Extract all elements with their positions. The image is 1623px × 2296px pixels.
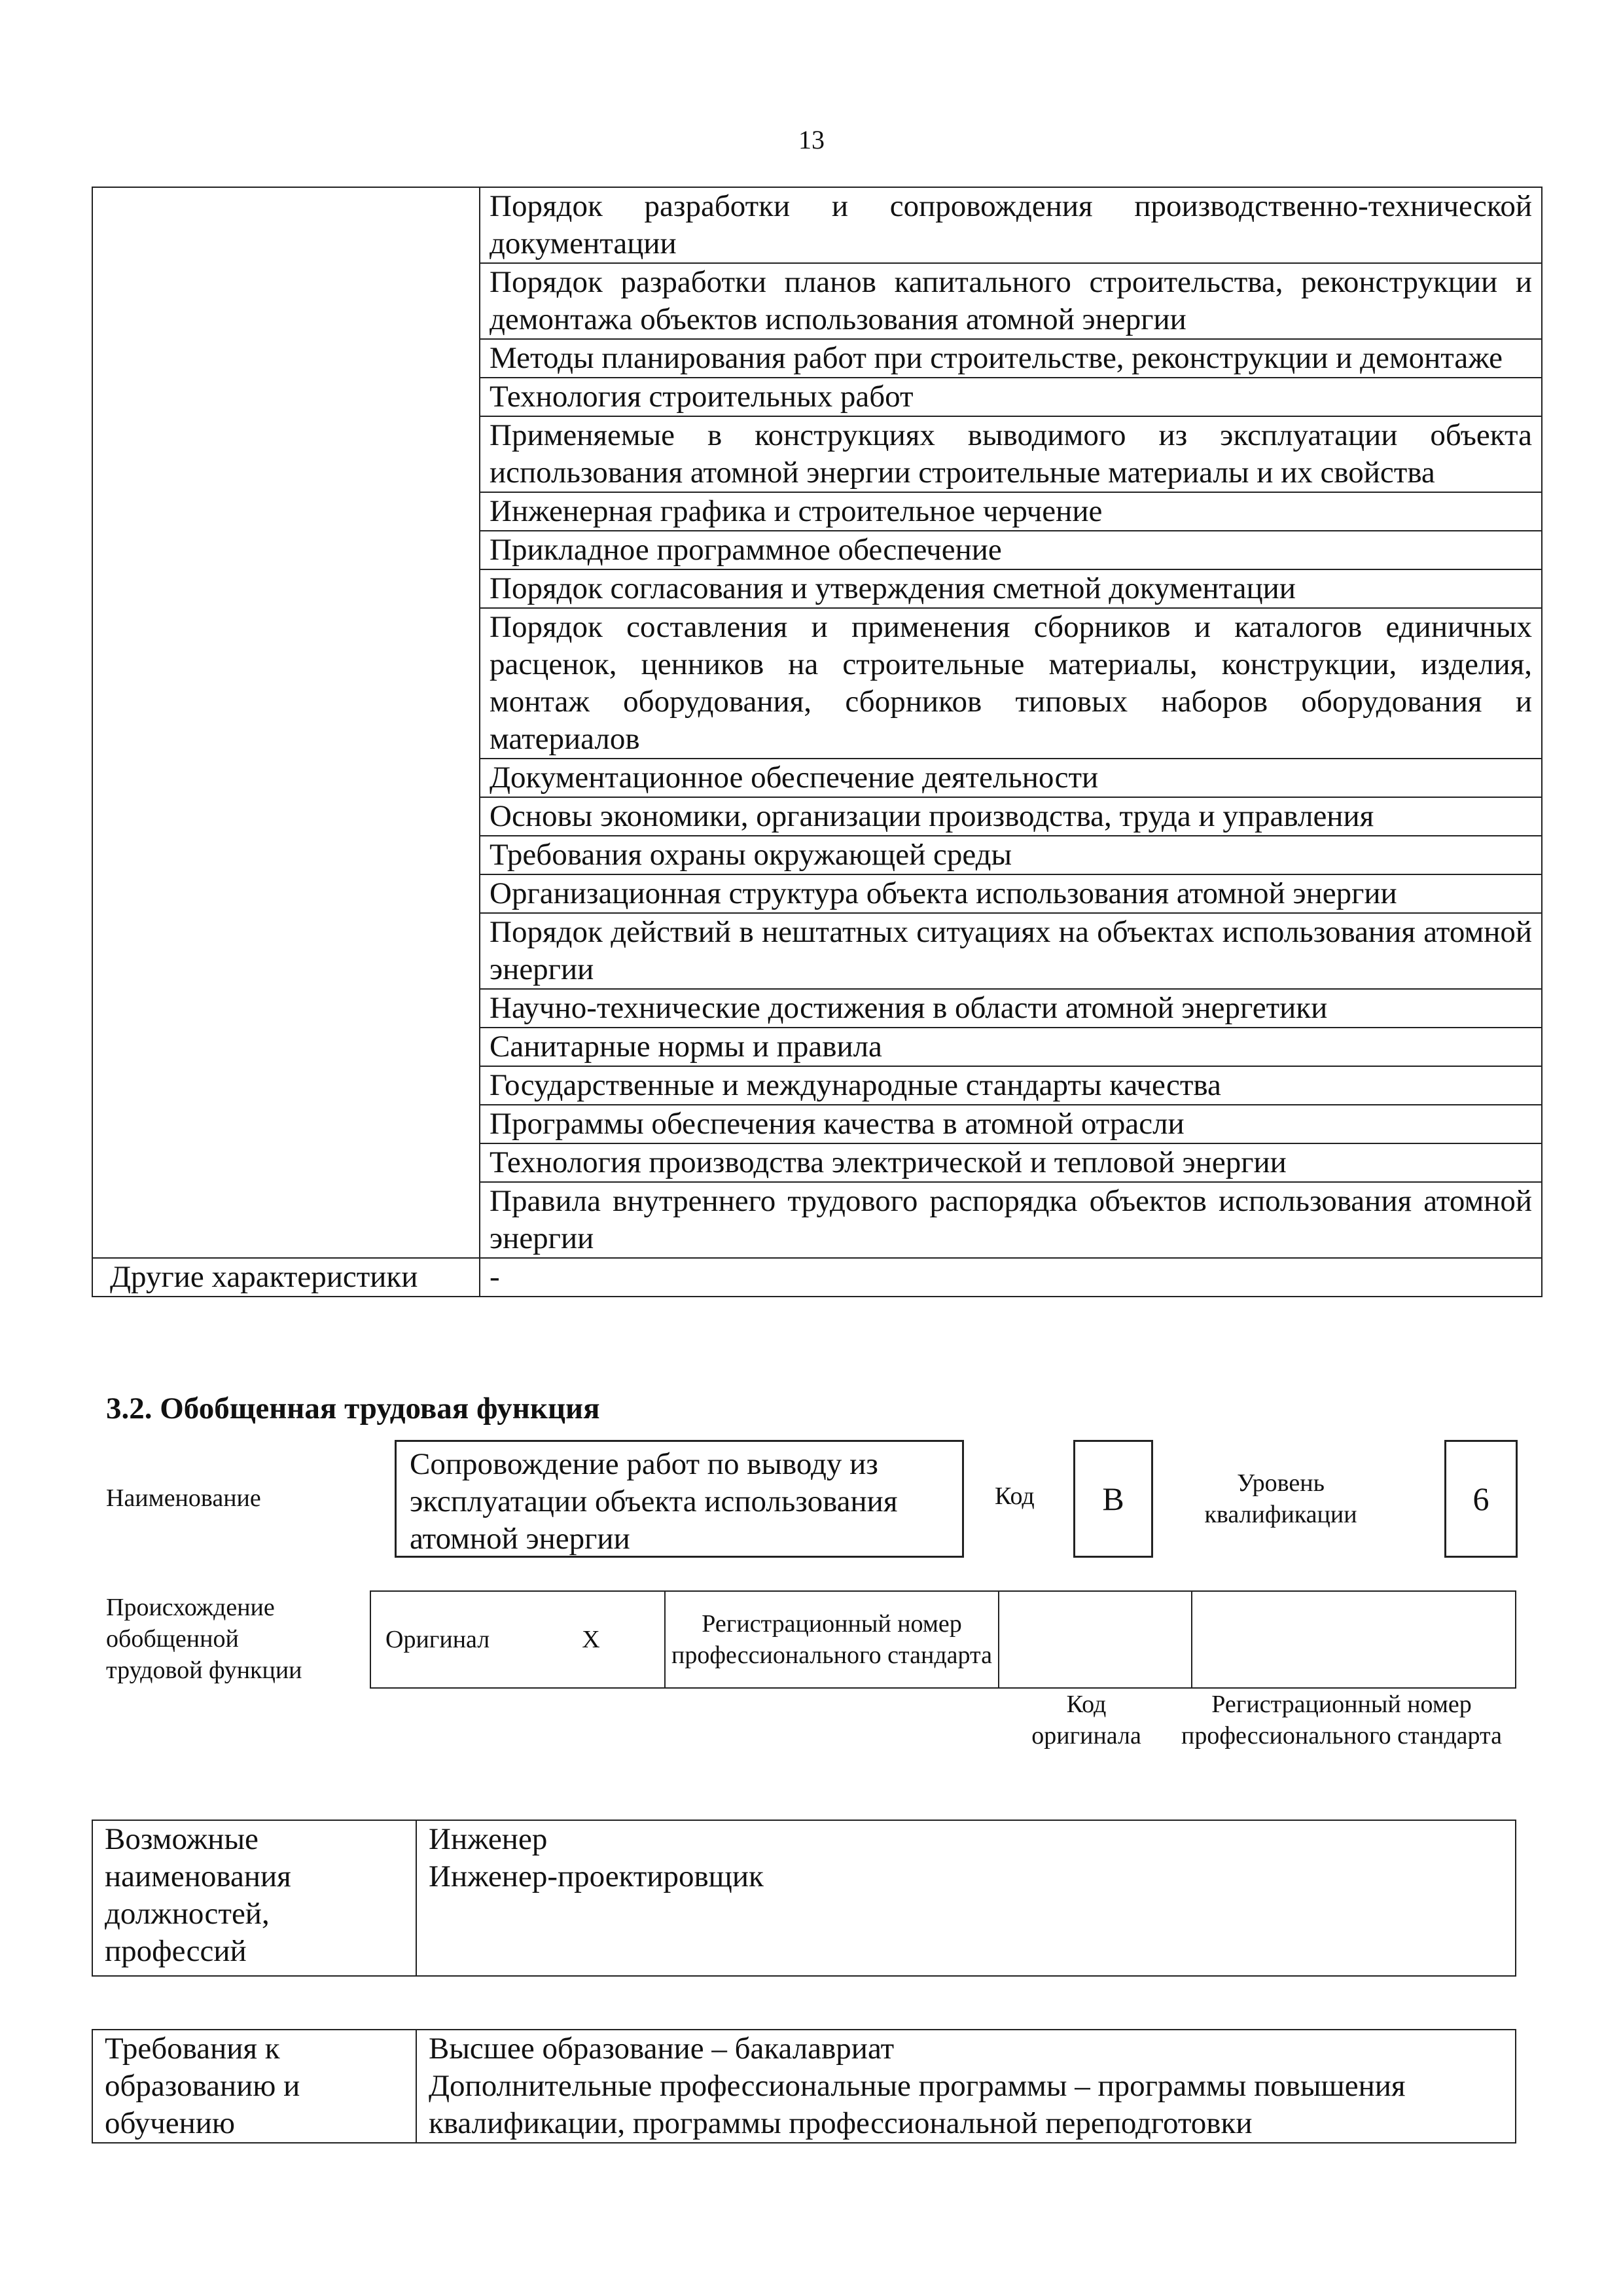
positions-label: Возможные наименования должностей, профессий xyxy=(92,1820,416,1976)
knowledge-item: Основы экономики, организации производства, труда и управления xyxy=(480,797,1542,836)
knowledge-item: Технология производства электрической и тепловой энергии xyxy=(480,1143,1542,1182)
qualification-level-box: 6 xyxy=(1444,1440,1518,1558)
original-label: Оригинал xyxy=(370,1591,518,1688)
other-characteristics-value: - xyxy=(480,1258,1542,1297)
knowledge-item: Порядок разработки и сопровождения производственно-технической документации xyxy=(480,187,1542,263)
code-value-box: B xyxy=(1073,1440,1153,1558)
positions-values xyxy=(416,1820,1516,1976)
education-table xyxy=(92,2029,1516,2144)
origin-label: Происхождение обобщенной трудовой функции xyxy=(106,1594,302,1684)
knowledge-item: Санитарные нормы и правила xyxy=(480,1028,1542,1066)
position-item: Инженер xyxy=(429,1822,548,1856)
knowledge-item: Порядок разработки планов капитального строительства, реконструкции и демонтажа объектов использования атомной энергии xyxy=(480,263,1542,339)
knowledge-item: Программы обеспечения качества в атомной отрасли xyxy=(480,1105,1542,1143)
table-row xyxy=(92,187,1542,263)
position-item: Инженер-проектировщик xyxy=(429,1859,764,1893)
code-original-cell xyxy=(999,1591,1192,1688)
reg-number-label: Регистрационный номер профессионального стандарта xyxy=(665,1591,999,1688)
table-row xyxy=(92,1258,1542,1297)
knowledge-item: Требования охраны окружающей среды xyxy=(480,836,1542,874)
knowledge-item: Порядок действий в нештатных ситуациях на объектах использования атомной энергии xyxy=(480,913,1542,989)
origin-table xyxy=(370,1590,1516,1689)
empty-label-cell xyxy=(92,187,480,1258)
knowledge-item: Прикладное программное обеспечение xyxy=(480,531,1542,569)
original-mark: X xyxy=(518,1591,665,1688)
table-row xyxy=(92,2030,1516,2143)
knowledge-item: Научно-технические достижения в области атомной энергетики xyxy=(480,989,1542,1028)
education-values xyxy=(416,2030,1516,2143)
knowledge-item: Государственные и международные стандарты качества xyxy=(480,1066,1542,1105)
code-original-caption: Код оригинала xyxy=(1031,1691,1141,1749)
knowledge-item: Правила внутреннего трудового распорядка объектов использования атомной энергии xyxy=(480,1182,1542,1258)
reg-number-caption: Регистрационный номер профессионального стандарта xyxy=(1181,1691,1502,1749)
section-title: 3.2. Обобщенная трудовая функция xyxy=(106,1391,600,1426)
knowledge-item: Технология строительных работ xyxy=(480,378,1542,416)
reg-number-cell xyxy=(1192,1591,1516,1688)
positions-table xyxy=(92,1820,1516,1977)
code-label: Код xyxy=(995,1482,1035,1510)
qualification-level-label: Уровень квалификации xyxy=(1204,1469,1357,1528)
knowledge-item: Порядок составления и применения сборников и каталогов единичных расценок, ценников на строительные материалы, конструкции, изделия, монтаж оборудования, сборников типовых наборов оборудования и материалов xyxy=(480,608,1542,759)
other-characteristics-label: Другие характеристики xyxy=(92,1258,480,1297)
knowledge-item: Организационная структура объекта использования атомной энергии xyxy=(480,874,1542,913)
education-item: Дополнительные профессиональные программы – программы повышения квалификации, программы профессиональной переподготовки xyxy=(429,2069,1406,2140)
knowledge-item: Инженерная графика и строительное черчение xyxy=(480,492,1542,531)
name-label: Наименование xyxy=(106,1484,261,1512)
knowledge-item: Документационное обеспечение деятельности xyxy=(480,759,1542,797)
knowledge-item: Применяемые в конструкциях выводимого из эксплуатации объекта использования атомной энергии строительные материалы и их свойства xyxy=(480,416,1542,492)
education-item: Высшее образование – бакалавриат xyxy=(429,2032,895,2066)
education-label: Требования к образованию и обучению xyxy=(92,2030,416,2143)
table-row xyxy=(370,1591,1516,1688)
page-number: 13 xyxy=(798,125,825,154)
knowledge-item: Порядок согласования и утверждения сметной документации xyxy=(480,569,1542,608)
table-row xyxy=(92,1820,1516,1976)
knowledge-item: Методы планирования работ при строительстве, реконструкции и демонтаже xyxy=(480,339,1542,378)
knowledge-table xyxy=(92,187,1543,1297)
function-name-box: Сопровождение работ по выводу из эксплуатации объекта использования атомной энергии xyxy=(395,1440,964,1558)
